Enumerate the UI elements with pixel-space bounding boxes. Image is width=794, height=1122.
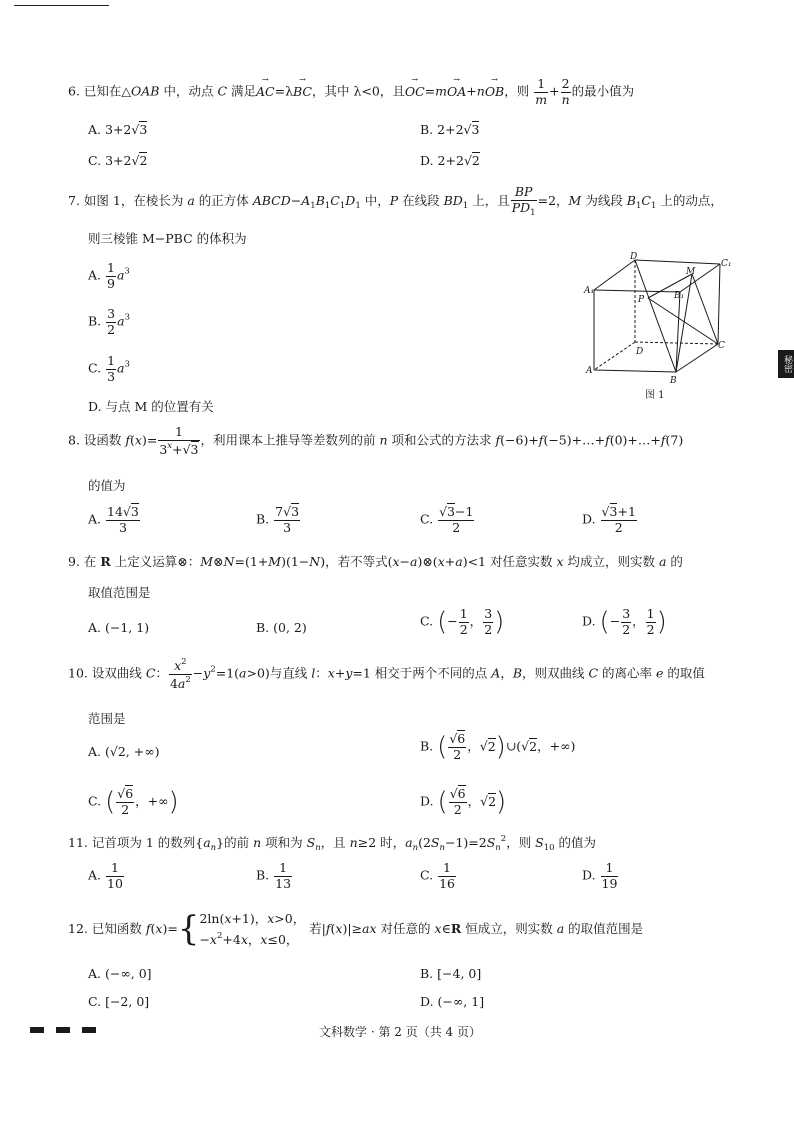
question-8-line2: 的值为	[88, 478, 126, 493]
question-number: 8.	[68, 432, 80, 448]
question-7-line2: 则三棱锥 M−PBC 的体积为	[88, 231, 247, 246]
option-10a[interactable]: A. (√2, +∞)	[88, 744, 160, 759]
question-9-line2: 取值范围是	[88, 585, 151, 600]
question-12: 12. 已知函数 f(x)={2ln(x+1)，x>0， $-x^2+4x$，x≤0， 若|f(x)|≥ax 对任意的 x∈R 恒成立，则实数 a 的取值范围是	[68, 909, 644, 950]
label-p: P	[638, 295, 645, 305]
option-11c[interactable]: C. $\frac{1}{16}$	[420, 860, 455, 891]
label-c1: C₁	[721, 259, 732, 269]
option-7c[interactable]: C. $\frac{1}{3}$ $a^3$	[88, 353, 130, 384]
question-number: 7.	[68, 193, 80, 208]
option-10b[interactable]: B. ( $\frac{√6}{2}$ ，√2)∪(√2，+∞)	[420, 731, 576, 762]
label-a1: A₁	[584, 286, 595, 296]
label-a: A	[586, 366, 593, 376]
question-11: 11. 记首项为 1 的数列$\{a_n\}$的前 n 项和为 $S_n$，且 n≥2 时，$a_n(2S_n-1)=2S_n^2$，则 $S_{10}$ 的值为	[68, 834, 597, 853]
question-10: 10. 设双曲线 C： $\frac{x^2}{4a^2}$ $-y^2=1(a>0)$与直线 l：x+y=1 相交于两个不同的点 A，B，则双曲线 C 的离心率 e 的取值	[68, 657, 705, 691]
question-number: 12.	[68, 920, 88, 936]
label-b1: B₁	[674, 291, 685, 301]
question-number: 10.	[68, 665, 88, 681]
option-6b[interactable]: B. 2+2√3	[420, 122, 480, 137]
label-b: B	[670, 376, 677, 386]
option-8b[interactable]: B. $\frac{7√3}{3}$	[256, 504, 300, 535]
option-8c[interactable]: C. $\frac{√3-1}{2}$	[420, 504, 474, 535]
option-6c[interactable]: C. 3+2√2	[88, 153, 148, 168]
question-10-line2: 范围是	[88, 711, 126, 726]
footer-mark-3	[82, 1027, 96, 1033]
figure-caption: 图 1	[645, 390, 665, 401]
label-m: M	[686, 267, 696, 277]
option-12d[interactable]: D. (−∞, 1]	[420, 994, 485, 1009]
option-9c[interactable]: C. (− $\frac{1}{2}$ ， $\frac{3}{2}$ )	[420, 606, 505, 637]
label-d1: D	[630, 252, 638, 262]
label-d: D	[636, 347, 644, 357]
label-c: C	[718, 341, 725, 351]
option-12a[interactable]: A. (−∞, 0]	[88, 966, 152, 981]
option-11d[interactable]: D. $\frac{1}{19}$	[582, 860, 618, 891]
option-9b[interactable]: B. (0, 2)	[256, 620, 307, 635]
option-9a[interactable]: A. (−1, 1)	[88, 620, 150, 635]
option-11b[interactable]: B. $\frac{1}{13}$	[256, 860, 292, 891]
option-7b[interactable]: B. $\frac{3}{2}$ $a^3$	[88, 306, 130, 337]
option-7d[interactable]: D. 与点 M 的位置有关	[88, 399, 214, 414]
option-10d[interactable]: D. ( $\frac{√6}{2}$ ，√2)	[420, 786, 507, 817]
side-tab: 秘密	[778, 350, 794, 378]
top-rule	[14, 5, 109, 6]
footer-mark-2	[56, 1027, 70, 1033]
option-9d[interactable]: D. (− $\frac{3}{2}$ ， $\frac{1}{2}$ )	[582, 606, 667, 637]
option-6d[interactable]: D. 2+2√2	[420, 153, 480, 168]
question-number: 9.	[68, 554, 80, 569]
page-footer: 文科数学 · 第 2 页（共 4 页）	[319, 1025, 481, 1039]
option-10c[interactable]: C. ( $\frac{√6}{2}$ ，+∞)	[88, 786, 179, 817]
question-8: 8. 设函数 f(x)= $\frac{1}{3^x+√3}$ ，利用课本上推导等差数列的前 n 项和公式的方法求 f(−6)+f(−5)+…+f(0)+…+f(7)	[68, 424, 684, 457]
question-number: 6.	[68, 83, 80, 99]
question-6: 6. 已知在△OAB 中，动点 C 满足→ AC=λ→ BC，其中 λ<0，且→ OC=m→ OA+n→ OB，则 $\frac{1}{m}$ + $\frac{2}{n}$ 的最小值为	[68, 78, 634, 106]
option-6a[interactable]: A. 3+2√3	[88, 122, 148, 137]
option-11a[interactable]: A. $\frac{1}{10}$	[88, 860, 123, 891]
question-number: 11.	[68, 835, 88, 850]
option-7a[interactable]: A. $\frac{1}{9}$ $a^3$	[88, 260, 130, 291]
option-12c[interactable]: C. [−2, 0]	[88, 994, 150, 1009]
footer-mark-1	[30, 1027, 44, 1033]
option-12b[interactable]: B. [−4, 0]	[420, 966, 482, 981]
question-9: 9. 在 R 上定义运算⊗：M⊗N=(1+M)(1−N)，若不等式(x−a)⊗(x+a)<1 对任意实数 x 均成立，则实数 a 的	[68, 554, 683, 569]
option-8a[interactable]: A. $\frac{14√3}{3}$	[88, 504, 139, 535]
cube-figure	[580, 252, 730, 402]
option-8d[interactable]: D. $\frac{√3+1}{2}$	[582, 504, 636, 535]
question-7: 7. 如图 1，在棱长为 a 的正方体 $ABCD-A_1B_1C_1D_1$ 中，P 在线段 $BD_1$ 上，且 $\frac{BP}{PD_1}$ =2，M 为线段 $B_1C_1$ 上的动点，	[68, 184, 723, 218]
